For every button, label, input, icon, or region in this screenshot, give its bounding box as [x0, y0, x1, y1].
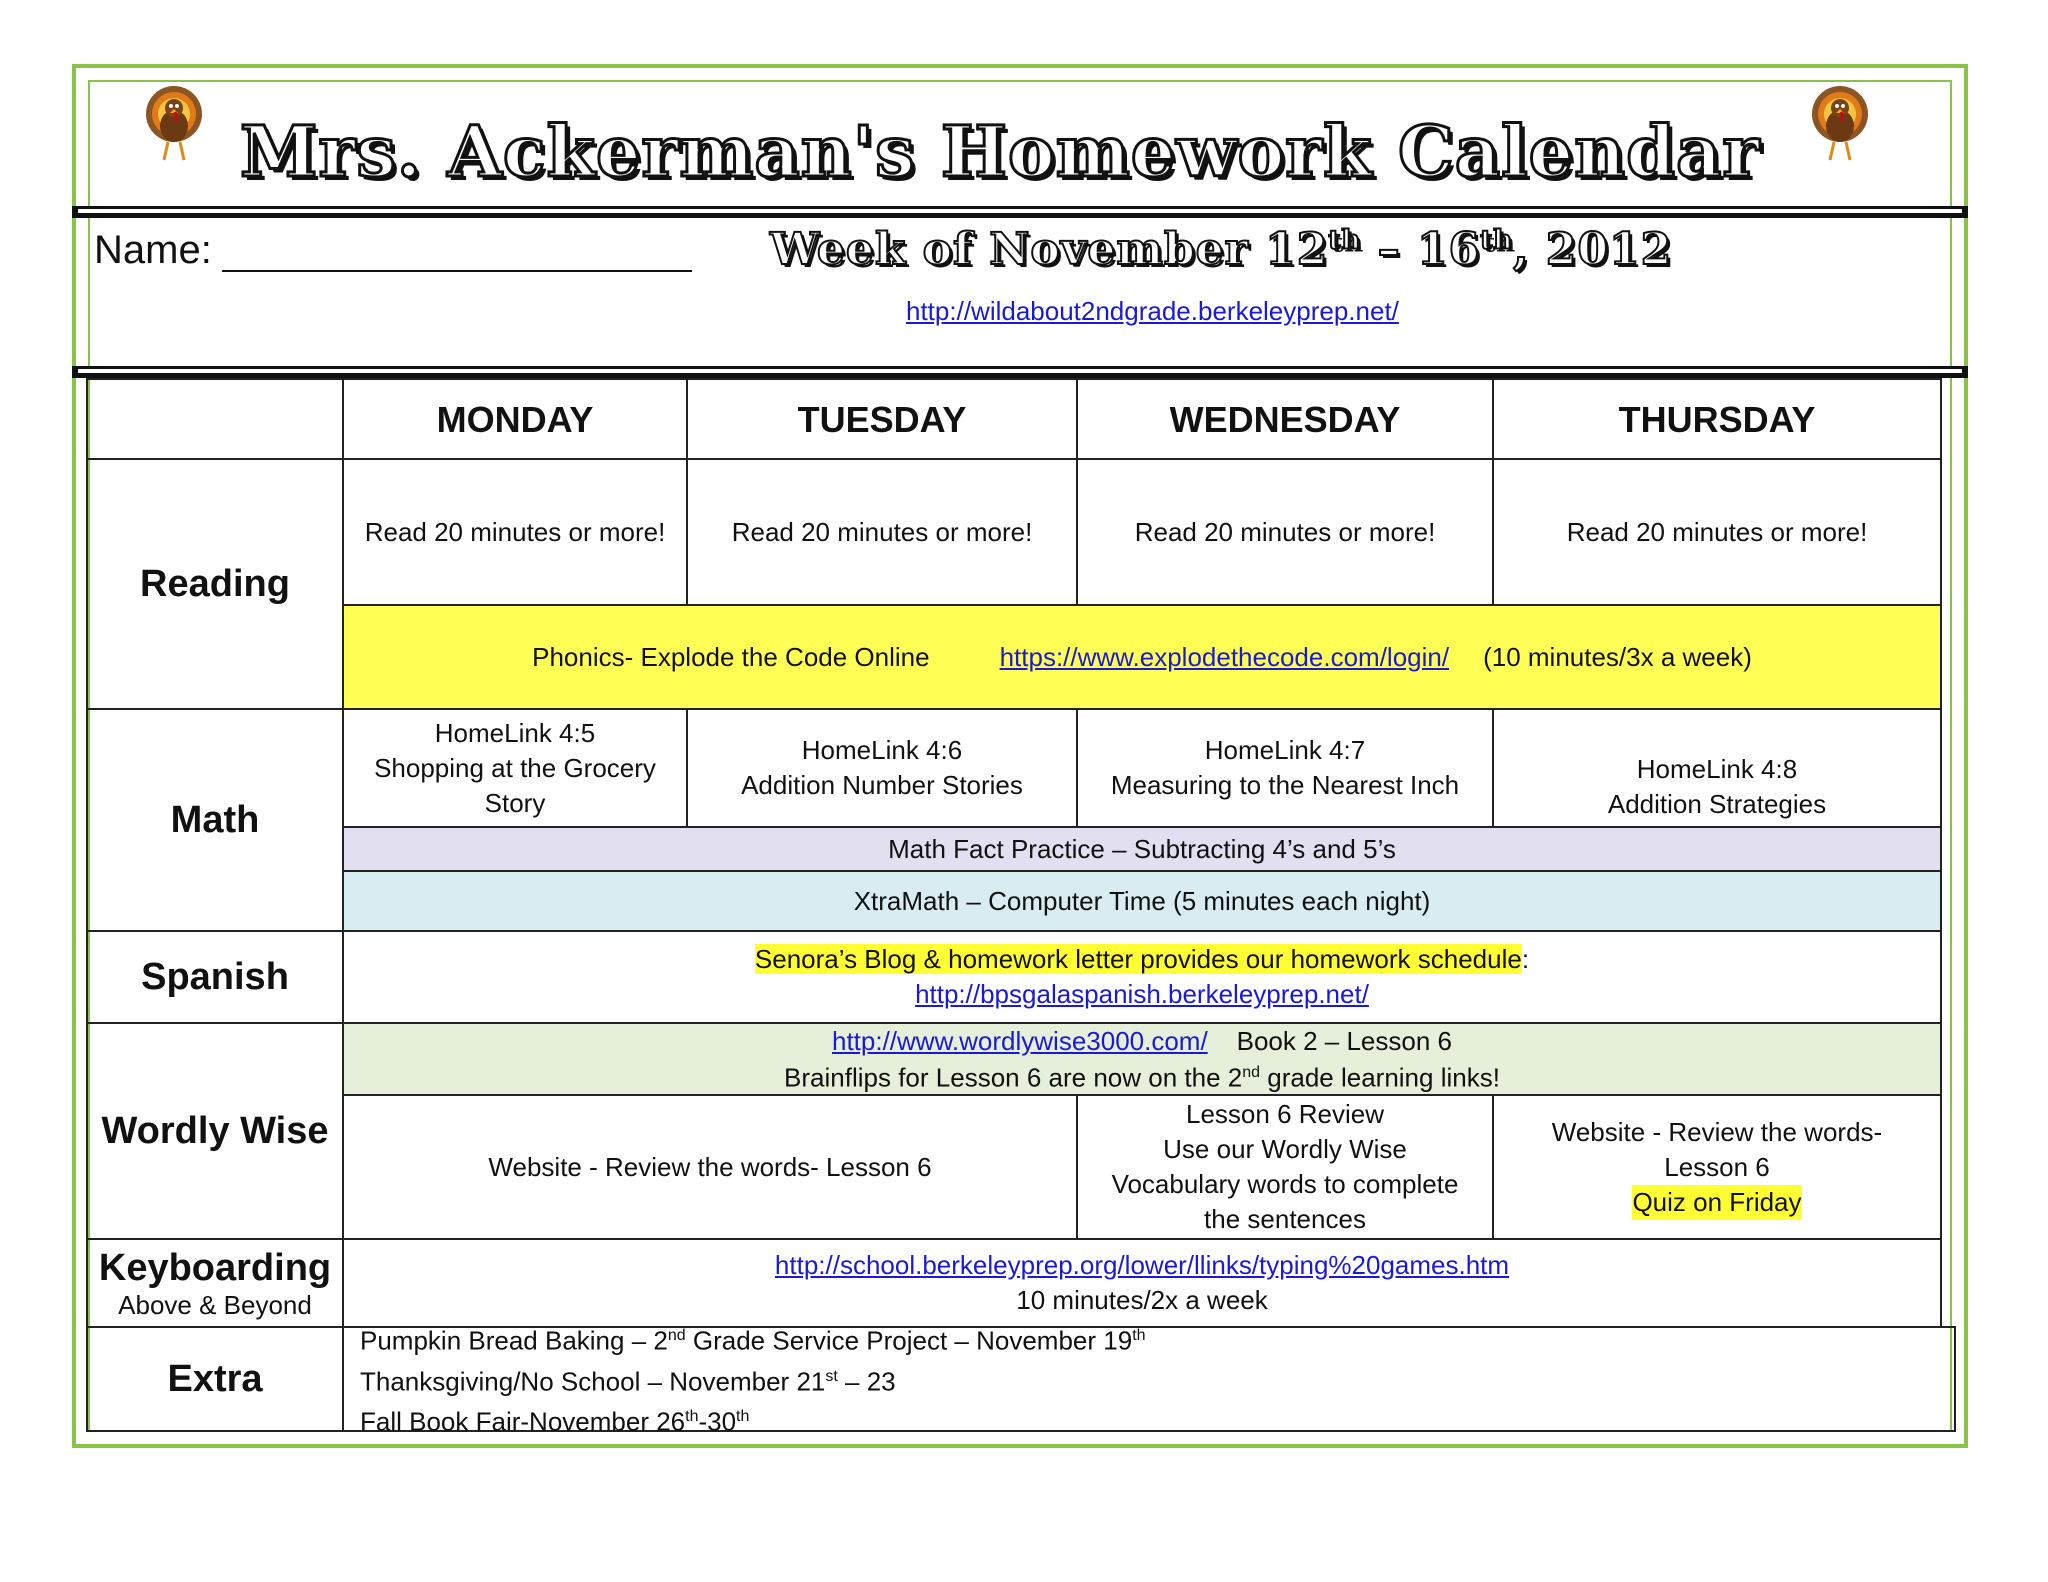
spanish-row [342, 930, 1942, 1024]
brainflips-sup: nd [1242, 1063, 1261, 1081]
header-divider [72, 206, 1968, 218]
explode-the-code-link[interactable]: https://www.explodethecode.com/login/ [999, 641, 1450, 672]
math-monday-title: Shopping at the Grocery [374, 752, 656, 783]
extra-line-3-sup: th [685, 1408, 699, 1426]
corner-cell [86, 378, 344, 460]
wordly-wednesday [1076, 1094, 1494, 1240]
phonics-row [342, 604, 1942, 710]
phonics-note: (10 minutes/3x a week) [1483, 641, 1752, 672]
phonics-label: Phonics- Explode the Code Online [532, 641, 930, 672]
extra-line-1-sup2: th [1132, 1327, 1146, 1345]
spanish-blog-link[interactable]: http://bpsgalaspanish.berkeleyprep.net/ [915, 979, 1369, 1009]
wordly-thu-line1: Website - Review the words- [1551, 1116, 1883, 1147]
week-start: Week of November 12 [770, 224, 1329, 275]
math-tuesday-title: Addition Number Stories [741, 770, 1023, 800]
math-monday [342, 708, 688, 828]
reading-thursday: Read 20 minutes or more! [1492, 458, 1942, 606]
wordly-book: Book 2 – Lesson 6 [1236, 1025, 1452, 1056]
reading-monday: Read 20 minutes or more! [342, 458, 688, 606]
spanish-text [755, 942, 1529, 977]
extra-line-2-sup: st [825, 1367, 838, 1385]
math-tuesday [686, 708, 1078, 828]
wordlywise-link[interactable]: http://www.wordlywise3000.com/ [831, 1025, 1208, 1056]
keyboarding-label: Keyboarding [98, 1247, 332, 1289]
keyboarding-row [342, 1238, 1942, 1328]
extra-line-3 [360, 1399, 749, 1440]
math-monday-homelink: HomeLink 4:5 [434, 717, 596, 748]
wordly-wed-line4: the sentences [1204, 1204, 1366, 1234]
wordly-wed-line1: Lesson 6 Review [1186, 1099, 1384, 1129]
math-fact-practice: Math Fact Practice – Subtracting 4’s and 5’s [342, 826, 1942, 872]
brainflips-text: Brainflips for Lesson 6 are now on the 2 [784, 1062, 1243, 1093]
extra-line-1-text: Pumpkin Bread Baking – 2 [360, 1325, 668, 1356]
week-end: – 16 [1361, 224, 1481, 275]
homework-grid [86, 378, 1956, 1437]
math-thursday-title: Addition Strategies [1607, 789, 1827, 819]
name-field[interactable] [222, 270, 692, 272]
week-start-suffix: th [1328, 225, 1362, 256]
extra-line-3-text-b: -30 [698, 1406, 737, 1437]
spanish-highlight: Senora’s Blog & homework letter provides our homework schedule [754, 944, 1522, 974]
reading-tuesday: Read 20 minutes or more! [686, 458, 1078, 606]
math-monday-title-cont: Story [484, 787, 546, 818]
row-label-extra: Extra [86, 1326, 344, 1432]
week-year: , 2012 [1513, 224, 1673, 275]
keyboarding-note: 10 minutes/2x a week [1016, 1285, 1268, 1315]
wordly-wed-line2: Use our Wordly Wise [1163, 1134, 1407, 1164]
extra-line-1 [360, 1318, 1146, 1359]
wordly-thu-line2: Lesson 6 [1664, 1151, 1770, 1182]
math-wednesday [1076, 708, 1494, 828]
quiz-badge: Quiz on Friday [1632, 1185, 1801, 1220]
extra-row [342, 1325, 1956, 1437]
day-header-tuesday: TUESDAY [686, 378, 1078, 460]
day-header-monday: MONDAY [342, 378, 688, 460]
day-header-wednesday: WEDNESDAY [1076, 378, 1494, 460]
row-label-math: Math [86, 708, 344, 932]
row-label-spanish: Spanish [86, 930, 344, 1024]
extra-line-2-text-b: – 23 [837, 1366, 896, 1397]
math-wednesday-homelink: HomeLink 4:7 [1204, 735, 1366, 765]
wordly-banner-line1 [832, 1025, 1452, 1057]
row-label-keyboarding [86, 1238, 344, 1328]
week-end-suffix: th [1480, 225, 1514, 256]
row-label-wordly-wise: Wordly Wise [86, 1022, 344, 1240]
week-heading [770, 224, 1672, 275]
reading-wednesday: Read 20 minutes or more! [1076, 458, 1494, 606]
wordly-mon-tue: Website - Review the words- Lesson 6 [342, 1094, 1078, 1240]
math-thursday-homelink: HomeLink 4:8 [1636, 754, 1798, 784]
extra-line-2-text: Thanksgiving/No School – November 21 [360, 1366, 826, 1397]
math-thursday [1492, 708, 1942, 828]
turkey-icon [1808, 84, 1872, 168]
name-label: Name: [94, 228, 212, 272]
class-website-link[interactable]: http://wildabout2ndgrade.berkeleyprep.net/ [906, 296, 1399, 326]
turkey-icon [142, 84, 206, 168]
wordly-brainflips [784, 1057, 1500, 1094]
math-tuesday-homelink: HomeLink 4:6 [801, 735, 963, 765]
extra-line-3-sup2: th [736, 1408, 750, 1426]
brainflips-text-end: grade learning links! [1260, 1062, 1500, 1093]
spanish-colon: : [1521, 944, 1530, 974]
xtramath-row: XtraMath – Computer Time (5 minutes each night) [342, 870, 1942, 932]
wordly-thursday [1492, 1094, 1942, 1240]
page-title: Mrs. Ackerman's Homework Calendar [240, 110, 1761, 193]
typing-games-link[interactable]: http://school.berkeleyprep.org/lower/llinks/typing%20games.htm [774, 1250, 1510, 1280]
math-wednesday-title: Measuring to the Nearest Inch [1110, 770, 1460, 800]
row-label-reading: Reading [86, 458, 344, 710]
extra-line-3-text: Fall Book Fair-November 26 [360, 1406, 686, 1437]
keyboarding-sublabel: Above & Beyond [118, 1290, 312, 1320]
extra-line-1-sup: nd [667, 1327, 686, 1345]
extra-line-1-text-b: Grade Service Project – November 19 [685, 1325, 1133, 1356]
day-header-thursday: THURSDAY [1492, 378, 1942, 460]
wordly-banner [342, 1022, 1942, 1096]
wordly-wed-line3: Vocabulary words to complete [1111, 1169, 1459, 1199]
grid-divider [72, 366, 1968, 378]
extra-line-2 [360, 1359, 896, 1400]
